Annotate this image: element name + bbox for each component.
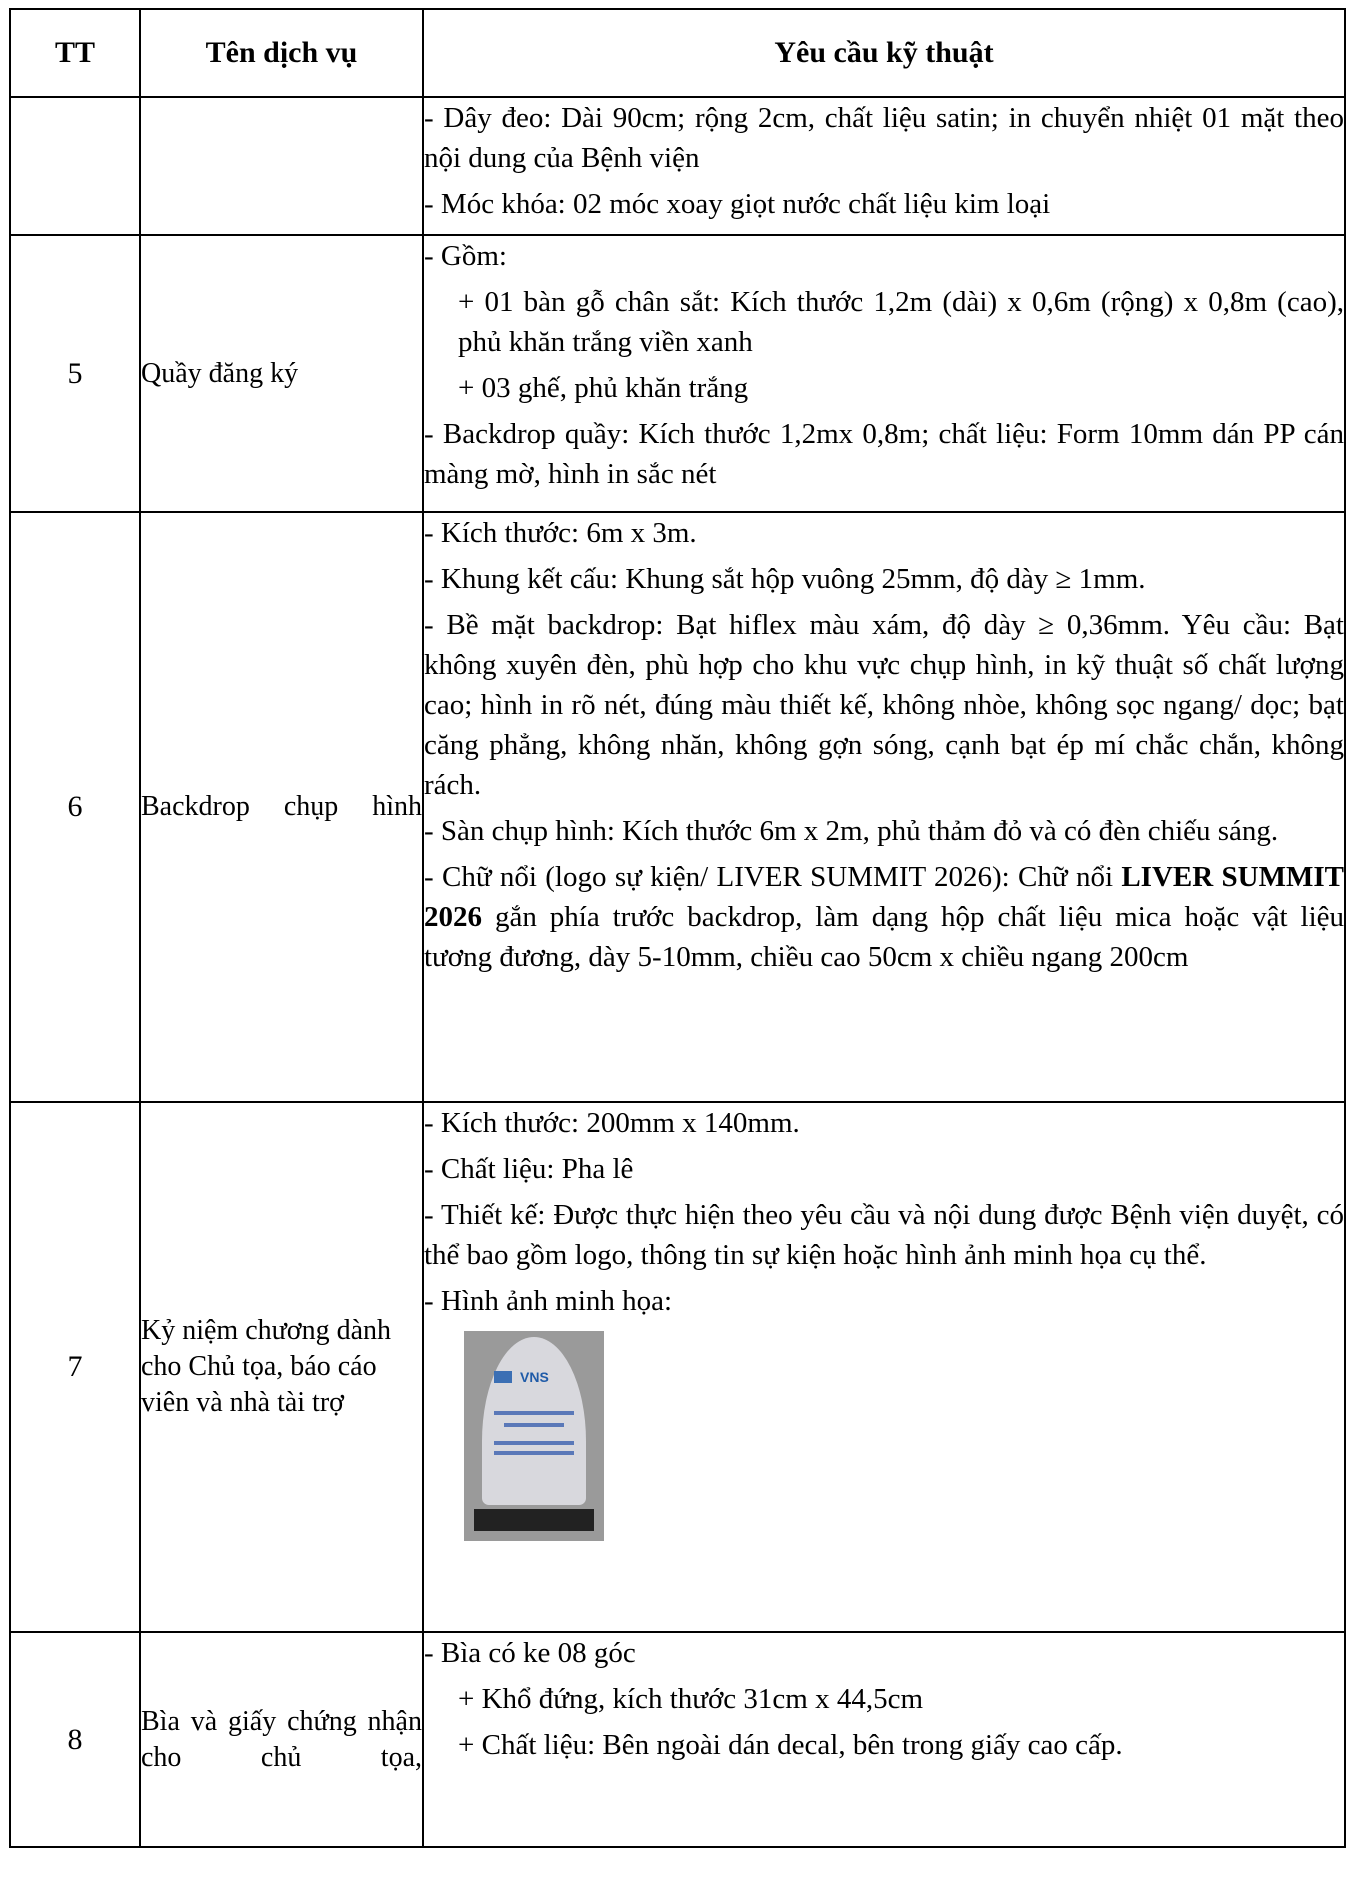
award-illustration-image (464, 1331, 604, 1541)
row-number: 8 (10, 1632, 140, 1847)
row-number: 6 (10, 512, 140, 1102)
requirements-cell (423, 512, 1345, 1102)
table-row (10, 1632, 1345, 1847)
requirement-line: - Chất liệu: Pha lê (424, 1153, 634, 1185)
award-text-line (494, 1451, 574, 1455)
table-row (10, 235, 1345, 512)
spec-table (9, 8, 1346, 1848)
event-name-bold: LIVER SUMMIT 2026 (424, 861, 1344, 933)
requirement-line: - Hình ảnh minh họa: (424, 1285, 673, 1317)
requirement-line: - Thiết kế: Được thực hiện theo yêu cầu và nội dung được Bệnh viện duyệt, có thể bao gồm logo, thông tin sự kiện hoặc hình ảnh minh họa cụ thể. (424, 1199, 1344, 1271)
award-text-line (504, 1423, 564, 1427)
requirements-cell (423, 1102, 1345, 1632)
requirement-line: - Dây đeo: Dài 90cm; rộng 2cm, chất liệu satin; in chuyển nhiệt 01 mặt theo nội dung của Bệnh viện (424, 102, 1344, 174)
service-name: Quầy đăng ký (140, 235, 423, 512)
header-name: Tên dịch vụ (140, 9, 423, 97)
requirement-subline: + 03 ghế, phủ khăn trắng (458, 372, 749, 404)
table-row (10, 97, 1345, 235)
requirement-line: - Kích thước: 6m x 3m. (424, 517, 697, 549)
service-name: Backdrop chụp hình (140, 512, 423, 1102)
crystal-glass (482, 1337, 586, 1505)
requirement-line: - Kích thước: 200mm x 140mm. (424, 1107, 800, 1139)
logo-icon (494, 1371, 512, 1383)
requirement-line: - Backdrop quầy: Kích thước 1,2mx 0,8m; chất liệu: Form 10mm dán PP cán màng mờ, hình in sắc nét (424, 418, 1344, 490)
requirements-cell (423, 97, 1345, 235)
service-name (140, 97, 423, 235)
service-name: Kỷ niệm chương dành cho Chủ tọa, báo cáo viên và nhà tài trợ (140, 1102, 423, 1632)
requirement-line: - Sàn chụp hình: Kích thước 6m x 2m, phủ thảm đỏ và có đèn chiếu sáng. (424, 815, 1279, 847)
requirement-subline: + 01 bàn gỗ chân sắt: Kích thước 1,2m (dài) x 0,6m (rộng) x 0,8m (cao), phủ khăn trắng viền xanh (458, 286, 1344, 358)
service-name: Bìa và giấy chứng nhận cho chủ tọa, (140, 1632, 423, 1847)
requirement-line: - Bề mặt backdrop: Bạt hiflex màu xám, độ dày ≥ 0,36mm. Yêu cầu: Bạt không xuyên đèn, phù hợp cho khu vực chụp hình, in kỹ thuật số chất lượng cao; hình in rõ nét, đúng màu thiết kế, không nhòe, không sọc ngang/ dọc; bạt căng phẳng, không nhăn, không gợn sóng, cạnh bạt ép mí chắc chắn, không rách. (424, 609, 1344, 801)
requirement-line: - Móc khóa: 02 móc xoay giọt nước chất liệu kim loại (424, 188, 1051, 220)
requirement-text: gắn phía trước backdrop, làm dạng hộp chất liệu mica hoặc vật liệu tương đương, dày 5-10mm, chiều cao 50cm x chiều ngang 200cm (424, 901, 1344, 973)
row-number: 7 (10, 1102, 140, 1632)
award-text-line (494, 1441, 574, 1445)
header-tt: TT (10, 9, 140, 97)
row-number: 5 (10, 235, 140, 512)
header-req: Yêu cầu kỹ thuật (423, 9, 1345, 97)
requirement-line: - Bìa có ke 08 góc (424, 1637, 636, 1669)
award-base (474, 1509, 594, 1531)
award-image (464, 1331, 604, 1541)
row-number (10, 97, 140, 235)
requirement-text: - Chữ nổi (logo sự kiện/ LIVER SUMMIT 2026): Chữ nổi (424, 861, 1122, 893)
requirement-subline: + Chất liệu: Bên ngoài dán decal, bên trong giấy cao cấp. (458, 1729, 1123, 1761)
requirement-line: - Gồm: (424, 240, 507, 272)
requirements-cell (423, 235, 1345, 512)
header-row (10, 9, 1345, 97)
requirement-line: - Khung kết cấu: Khung sắt hộp vuông 25mm, độ dày ≥ 1mm. (424, 563, 1146, 595)
award-text-line (494, 1411, 574, 1415)
requirements-cell (423, 1632, 1345, 1847)
table-row (10, 512, 1345, 1102)
vns-logo: VNS (520, 1369, 549, 1385)
requirement-line (424, 857, 1344, 977)
requirement-subline: + Khổ đứng, kích thước 31cm x 44,5cm (458, 1683, 924, 1715)
table-row (10, 1102, 1345, 1632)
